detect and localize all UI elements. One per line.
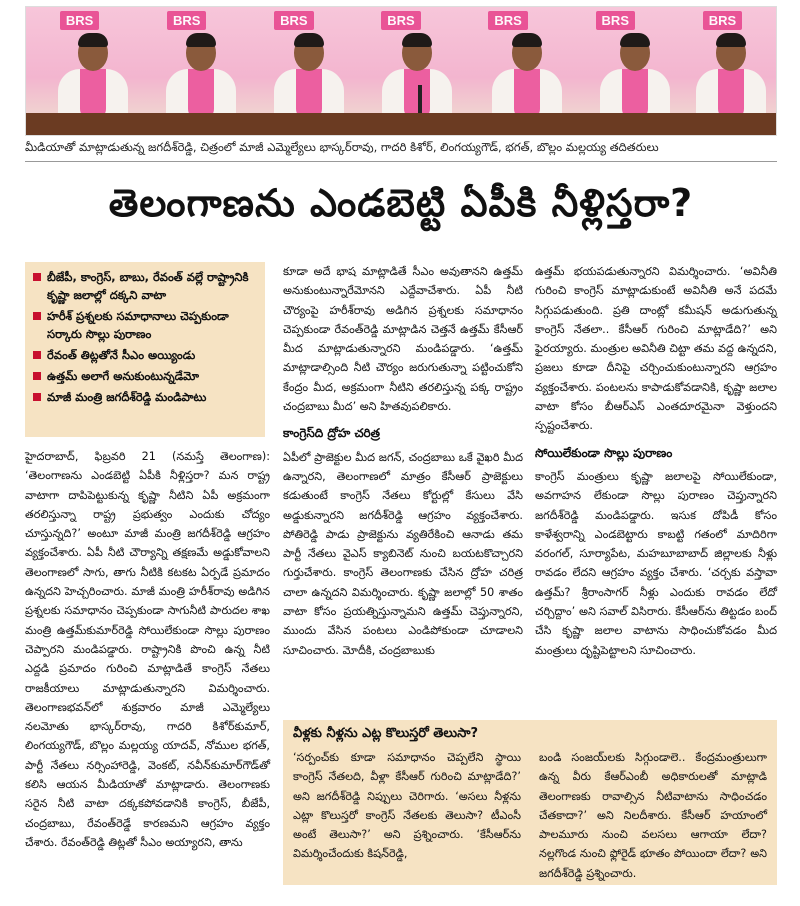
banner-label: BRS xyxy=(596,11,635,30)
bullet-square-icon xyxy=(33,273,41,281)
box-paragraph-left: ‘సర్పంచ్‌కు కూడా సమాధానం చెప్పలేని స్థాయి కాంగ్రెస్ నేతలది, వీళ్లా కేసీఆర్ గురించి మాట్లాడేది?’ అని జగదీశ్‌రెడ్డి నిప్పులు చెరిగారు. ‘అసలు నీళ్లను ఎట్లా కొలుస్తరో కాంగ్రెస్ నేతలకు తెలుసా? టీఎంసీ అంటే తెలుసా?’ అని ప్రశ్నించారు. ‘కేసీఆర్‌ను విమర్శించేందుకు కిషన్‌రెడ్డి, xyxy=(293,751,521,861)
bullet-square-icon xyxy=(33,351,41,359)
brs-banner xyxy=(26,11,776,30)
highlights-box xyxy=(25,262,265,437)
article-column-2 xyxy=(283,262,523,660)
paragraph: ఉత్తమ్ భయపడుతున్నారని విమర్శించారు. ‘అవినీతి గురించి కాంగ్రెస్ మాట్లాడుకుంటే అవినీతి అనే పదమే సిగ్గుపడుతుంది. ప్రతి దాంట్లో కమీషన్ అడుగుతున్న కాంగ్రెస్ నేతలా.. కేసీఆర్ గురించి మాట్లాడేది?’ అని ఫైరయ్యారు. మంత్రుల అవినీతి చిట్టా తమ వద్ద ఉన్నదని, ప్రజలు కూడా దీనిపై చర్చించుకుంటున్నారని ఆగ్రహం వ్యక్తంచేశారు. పంటలను కాపాడుకోవడానికి, కృష్ణా జలాల వాటా కోసం బీఆర్‌ఎస్ ఎంతదూరమైనా వెళ్తుందని స్పష్టంచేశారు. xyxy=(535,265,777,433)
box-title: వీళ్లకు నీళ్లను ఎట్ల కొలుస్తరో తెలుసా? xyxy=(293,726,479,741)
highlight-item: హరీశ్ ప్రశ్నలకు సమాధానాలు చెప్పకుండా సర్కారు సొల్లు పురాణం xyxy=(33,307,257,343)
subheading: కాంగ్రెస్‌ది ద్రోహ చరిత్ర xyxy=(283,426,381,441)
banner-label: BRS xyxy=(381,11,420,30)
banner-label: BRS xyxy=(60,11,99,30)
paragraph: ఏపీలో ప్రాజెక్టుల మీద జగన్, చంద్రబాబు ఒకే వైఖరి మీద ఉన్నారని, తెలంగాణలో మాత్రం కేసీఆర్ ప్రాజెక్టులు కడుతుంటే కాంగ్రెస్ నేతలు కోర్టుల్లో కేసులు వేసి అడ్డుకున్నారని జగదీశ్‌రెడ్డి ఆగ్రహం వ్యక్తంచేశారు. పోతిరెడ్డి పాడు ప్రాజెక్టును వ్యతిరేకించి ఆనాడు తమ పార్టీ నేతలు వైఎస్ క్యాబినెట్ నుంచి బయటకొచ్చారని గుర్తుచేశారు. కాంగ్రెస్ తెలంగాణకు చేసిన ద్రోహ చరిత్ర చాలా ఉన్నదని విమర్శించారు. కృష్ణా జలాల్లో 50 శాతం వాటా కోసం ప్రయత్నిస్తున్నామని ఉత్తమ్ చెప్తున్నారని, ముందు వేసిన పంటలు ఎండిపోకుండా చూడాలని సూచించారు. మోదీకి, చంద్రబాబుకు xyxy=(283,450,523,657)
paragraph: హైదరాబాద్, ఫిబ్రవరి 21 (నమస్తే తెలంగాణ): ‘తెలంగాణను ఎండబెట్టి ఏపీకి నీళ్లిస్తరా? మన రాష్ట్ర వాటాగా దాపిపెట్టుకున్న కృష్ణా నీటిని ఏపీ అక్రమంగా తరలిస్తున్నా రాష్ట్ర ప్రభుత్వం ఎందుకు చోద్యం చూస్తున్నది?’ అంటూ మాజీ మంత్రి జగదీశ్‌రెడ్డి ఆగ్రహం వ్యక్తంచేశారు. ఏపీ నీటి చౌర్యాన్ని తక్షణమే అడ్డుకోవాలని తెలంగాణలో సాగు, తాగు నీటికి కటకట ఏర్పడే ప్రమాదం ఉన్నదని హెచ్చరించారు. మాజీ మంత్రి హరీశ్‌రావు అడిగిన ప్రశ్నలకు సమాధానం చెప్పకుండా సాగునీటి పారుదల శాఖ మంత్రి ఉత్తమ్‌కుమార్‌రెడ్డి సోయిలేకుండా సొల్లు పురాణం చెప్పారని మండిపడ్డారు. రాష్ట్రానికి పొంచి ఉన్న నీటి ఎద్దడి ప్రమాదం గురించి మాట్లాడితే కాంగ్రెస్ నేతలు రాజకీయాలు మాట్లాడుతున్నారని విమర్శించారు. తెలంగాణభవన్‌లో శుక్రవారం మాజీ ఎమ్మెల్యేలు నలమోతు భాస్కర్‌రావు, గాదరి కిశోర్‌కుమార్, లింగయ్యగౌడ్, బొల్లం మల్లయ్య యాదవ్, నోముల భగత్, పార్టీ నేతలు నర్సింహారెడ్డి, వెంకట్, నవీన్‌కుమార్‌గౌడ్‌తో కలిసి ఆయన మీడియాతో మాట్లాడారు. తెలంగాణకు సరైన నీటి వాటా దక్కకపోవడానికి కాంగ్రెస్, బీజేపీ, చంద్రబాబు, రేవంత్‌రెడ్డే కారణమని ఆగ్రహం వ్యక్తం చేశారు. రేవంత్‌రెడ్డి తిట్లతో సీఎం అయ్యారని, తాను xyxy=(25,450,270,849)
bullet-square-icon xyxy=(33,372,41,380)
press-table xyxy=(26,113,776,135)
banner-label: BRS xyxy=(488,11,527,30)
news-photo xyxy=(25,6,777,136)
sidebar-box xyxy=(283,720,777,885)
highlight-item: మాజీ మంత్రి జగదీశ్‌రెడ్డి మండిపాటు xyxy=(33,388,257,406)
banner-label: BRS xyxy=(703,11,742,30)
highlight-item: ఉత్తమ్ అలాగే అనుకుంటున్నడేమో xyxy=(33,367,257,385)
banner-label: BRS xyxy=(167,11,206,30)
article-column-1 xyxy=(25,447,270,852)
bullet-square-icon xyxy=(33,393,41,401)
article-column-3 xyxy=(535,262,777,660)
highlight-item: బీజేపీ, కాంగ్రెస్, బాబు, రేవంత్ వల్లే రాష్ట్రానికి కృష్ణా జలాల్లో దక్కని వాటా xyxy=(33,268,257,304)
subheading: సోయిలేకుండా సొల్లు పురాణం xyxy=(535,445,673,460)
headline: తెలంగాణను ఎండబెట్టి ఏపీకి నీళ్లిస్తరా? xyxy=(108,181,694,225)
bullet-square-icon xyxy=(33,312,41,320)
paragraph: కాంగ్రెస్ మంత్రులు కృష్ణా జలాలపై సోయిలేకుండా, అవగాహన లేకుండా సొల్లు పురాణం చెప్తున్నారని జగదీశ్‌రెడ్డి మండిపడ్డారు. ఇసుక దోపిడీ కోసం కాళేశ్వరాన్ని ఎండబెట్టారు కాబట్టి గతంలో మాదిరిగా వరంగల్, సూర్యాపేట, మహబూబాబాద్ జిల్లాలకు నీళ్లు రావడం లేదని ఆగ్రహం వ్యక్తం చేశారు. ‘చర్చకు వస్తావా ఉత్తమ్? శ్రీరాంసాగర్ నీళ్లు ఎందుకు రావడం లేదో చర్చిద్దాం’ అని సవాల్ విసిరారు. కేసీఆర్‌ను తిట్టడం బంద్ చేసి కృష్ణా జలాల వాటాను సాధించుకోవడం మీద మంత్రులు దృష్టిపెట్టాలని సూచించారు. xyxy=(535,469,777,657)
photo-caption: మీడియాతో మాట్లాడుతున్న జగదీశ్‌రెడ్డి, చిత్రంలో మాజీ ఎమ్మెల్యేలు భాస్కర్‌రావు, గాదరి కిశోర్, లింగయ్యగౌడ్, భగత్, బొల్లం మల్లయ్య తదితరులు xyxy=(25,140,777,162)
banner-label: BRS xyxy=(274,11,313,30)
box-paragraph-right: బండి సంజయ్‌లకు సిగ్గుండాలె.. కేంద్రమంత్రులుగా ఉన్న వీరు కేఆర్‌ఎంబీ అధికారులతో మాట్లాడి తెలంగాణకు రావాల్సిన నీటివాటాను సాధించడం చేతకాదా?’ అని నిలదీశారు. కేసీఆర్ హయాంలో పాలమూరు నుంచి వలసలు ఆగాయా లేదా? నల్లగొండ నుంచి ఫ్లోరైడ్ భూతం పోయిందా లేదా? అని జగదీశ్‌రెడ్డి ప్రశ్నించారు. xyxy=(539,751,767,880)
paragraph: కూడా అదే భాష మాట్లాడితే సీఎం అవుతానని ఉత్తమ్ అనుకుంటున్నారేమోనని ఎద్దేవాచేశారు. ఏపీ నీటి చౌర్యంపై హరీశ్‌రావు అడిగిన ప్రశ్నలకు సమాధానం చెప్పకుండా రేవంత్‌రెడ్డి మాట్లాడిన చెత్తనే ఉత్తమ్ కేసీఆర్ మీద మాట్లాడుతున్నారని మండిపడ్డారు. ‘ఉత్తమ్ మాట్లాడాల్సింది నీటి చౌర్యం జరుగుతున్నా పట్టించుకోని కేంద్రం మీద, అక్రమంగా నీటిని తరలిస్తున్న పక్క రాష్ట్రం చంద్రబాబు మీద’ అని హితవుపలికారు. xyxy=(283,265,523,414)
highlight-item: రేవంత్ తిట్లతోనే సీఎం అయ్యిండు xyxy=(33,346,257,364)
